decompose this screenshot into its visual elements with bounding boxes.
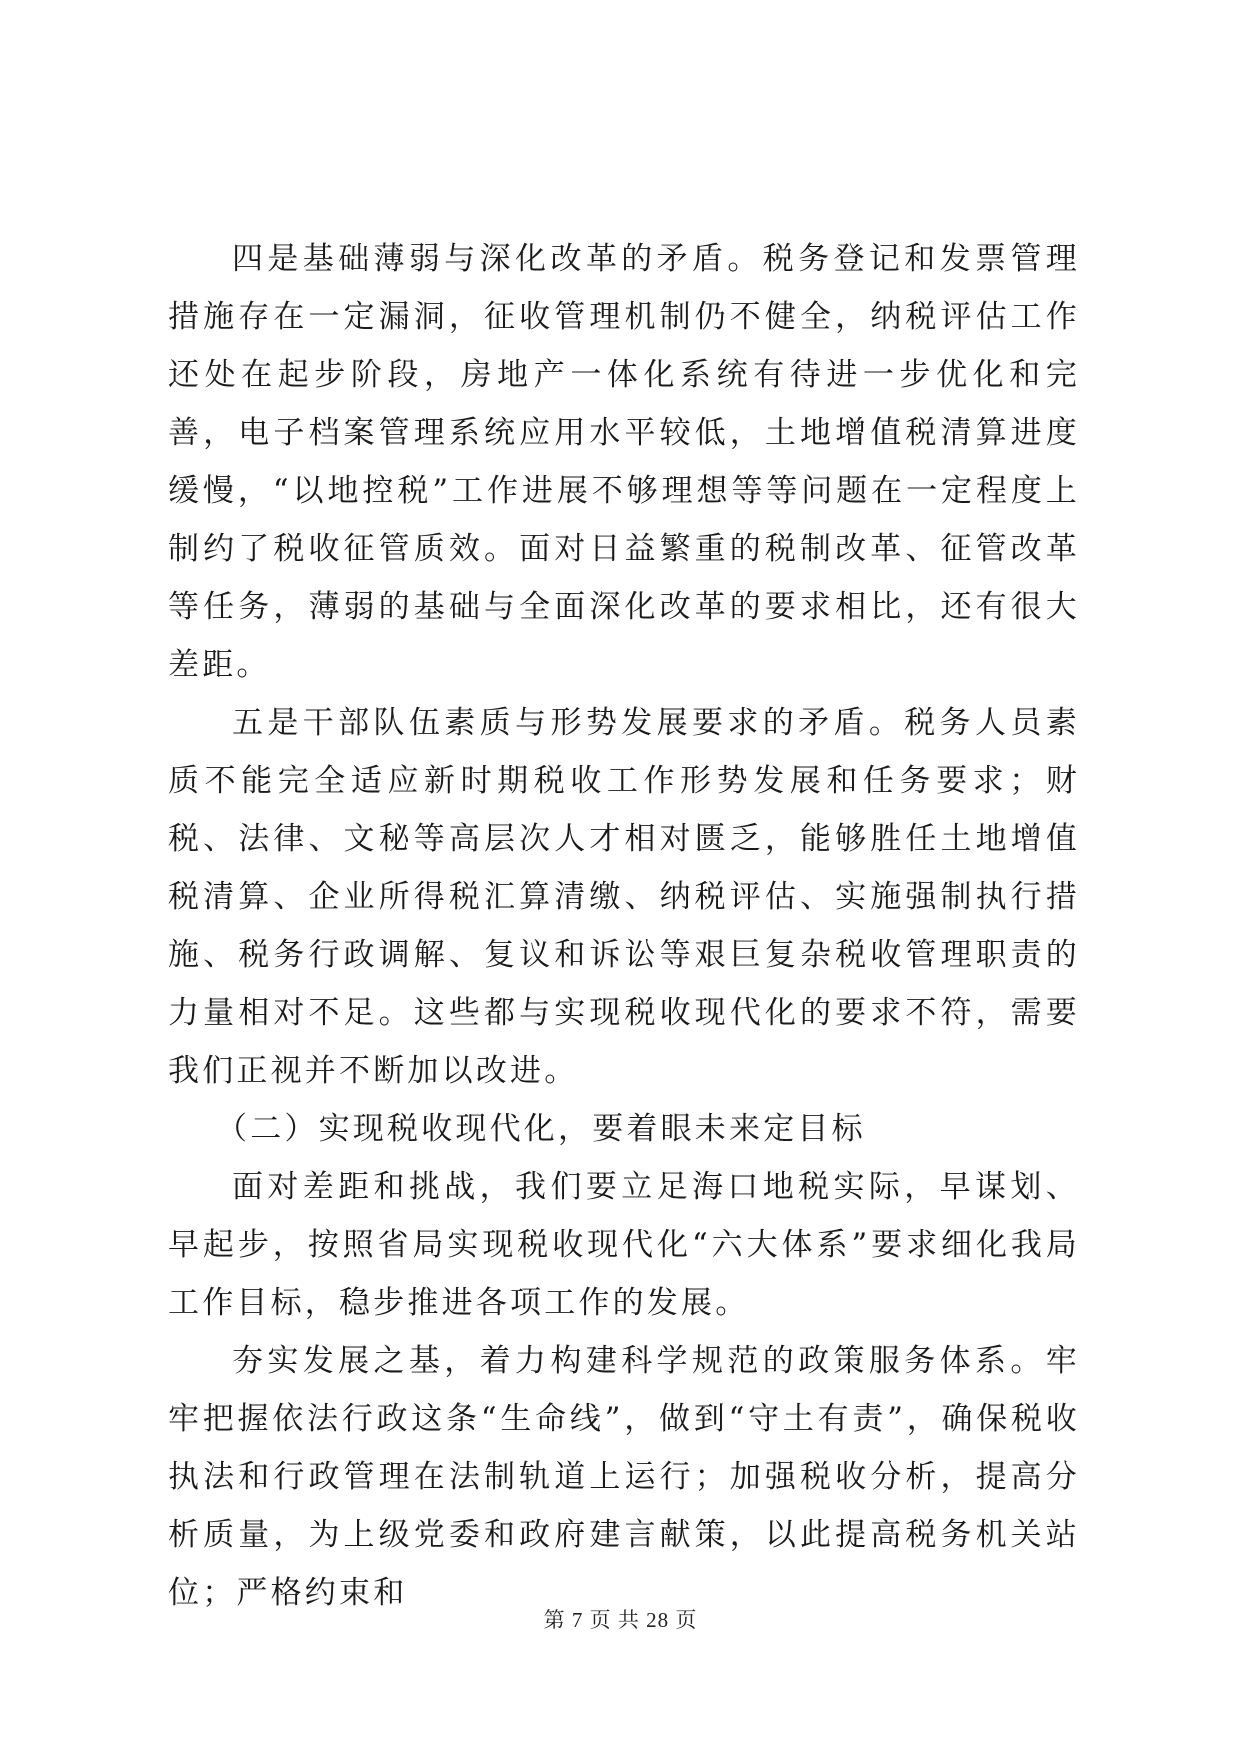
paragraph-policy-service-system: 夯实发展之基，着力构建科学规范的政策服务体系。牢牢把握依法行政这条“生命线”，做到“守土有责”，确保税收执法和行政管理在法制轨道上运行；加强税收分析，提高分析质量，为上级党委和政府建言献策，以此提高税务机关站位；严格约束和 (168, 1343, 1080, 1611)
document-body (168, 230, 1080, 1622)
section-heading: （二）实现税收现代化，要着眼未来定目标 (216, 1111, 866, 1147)
paragraph-contradiction-five: 五是干部队伍素质与形势发展要求的矛盾。税务人员素质不能完全适应新时期税收工作形势发展和任务要求；财税、法律、文秘等高层次人才相对匮乏，能够胜任土地增值税清算、企业所得税汇算清缴、纳税评估、实施强制执行措施、税务行政调解、复议和诉讼等艰巨复杂税收管理职责的力量相对不足。这些都与实现税收现代化的要求不符，需要我们正视并不断加以改进。 (168, 705, 1080, 1089)
paragraph-goals-intro: 面对差距和挑战，我们要立足海口地税实际，早谋划、早起步，按照省局实现税收现代化“六大体系”要求细化我局工作目标，稳步推进各项工作的发展。 (168, 1169, 1080, 1321)
paragraph-contradiction-four: 四是基础薄弱与深化改革的矛盾。税务登记和发票管理措施存在一定漏洞，征收管理机制仍不健全，纳税评估工作还处在起步阶段，房地产一体化系统有待进一步优化和完善，电子档案管理系统应用水平较低，土地增值税清算进度缓慢，“以地控税”工作进展不够理想等等问题在一定程度上制约了税收征管质效。面对日益繁重的税制改革、征管改革等任务，薄弱的基础与全面深化改革的要求相比，还有很大差距。 (168, 241, 1080, 683)
page-number-footer: 第 7 页 共 28 页 (543, 1608, 698, 1632)
